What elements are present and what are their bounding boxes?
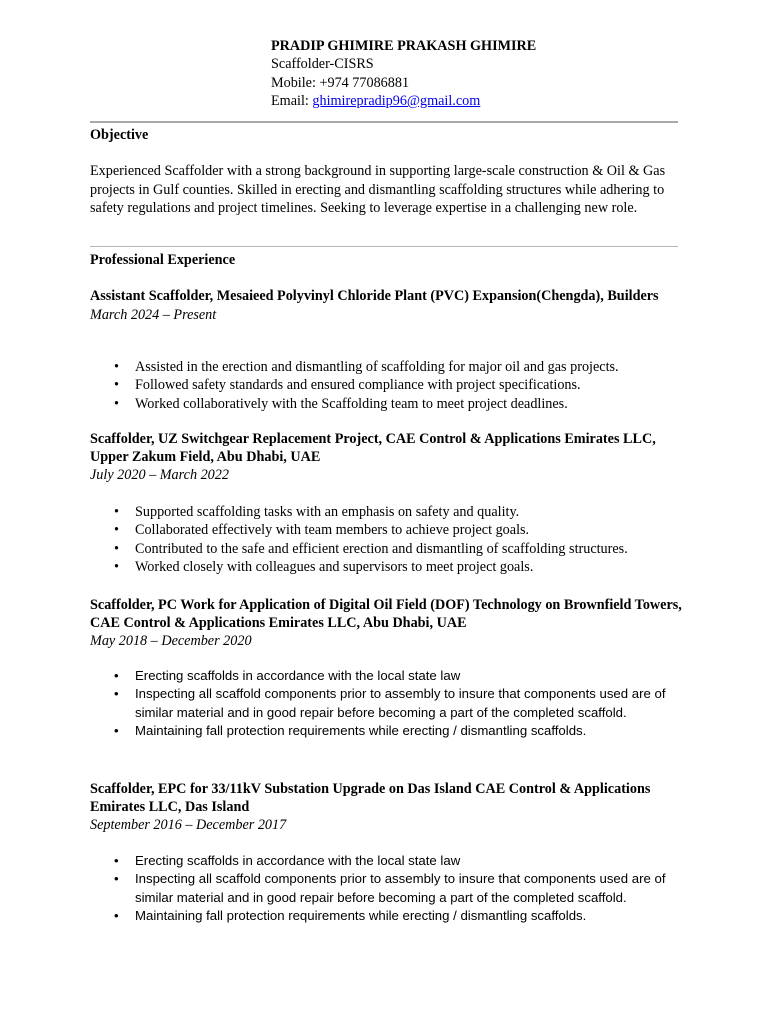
objective-divider	[90, 246, 678, 247]
email-line	[271, 92, 536, 110]
job-dates: September 2016 – December 2017	[90, 817, 287, 834]
job-dates: July 2020 – March 2022	[90, 467, 229, 484]
email-link[interactable]: ghimirepradip96@gmail.com	[312, 93, 481, 110]
job-title: Scaffolder, UZ Switchgear Replacement Project, CAE Control & Applications Emirates LLC, Upper Zakum Field, Abu Dhabi, UAE	[90, 431, 656, 465]
objective-text: Experienced Scaffolder with a strong background in supporting large-scale construction & Oil & Gas projects in Gulf counties. Skilled in erecting and dismantling scaffolding structures while adhering to safety regulations and project timelines. Seeking to leverage expertise in a challenging new role.	[90, 163, 666, 217]
job-dates: March 2024 – Present	[90, 306, 217, 323]
bullet-item: • Erecting scaffolds in accordance with the local state law	[112, 852, 672, 870]
experience-heading: Professional Experience	[90, 252, 236, 268]
bullet-item: • Maintaining fall protection requirements while erecting / dismantling scaffolds.	[112, 907, 672, 925]
job-bullets	[112, 503, 672, 577]
contact-header	[271, 37, 536, 111]
bullet-item: • Maintaining fall protection requirements while erecting / dismantling scaffolds.	[112, 722, 672, 740]
email-label: Email:	[271, 93, 313, 110]
job-title: Scaffolder, EPC for 33/11kV Substation Upgrade on Das Island CAE Control & Applications Emirates LLC, Das Island	[90, 781, 651, 815]
job-entry	[90, 597, 690, 650]
job-bullets	[112, 667, 672, 741]
job-title: Assistant Scaffolder, Mesaieed Polyvinyl Chloride Plant (PVC) Expansion(Chengda), Builders	[90, 288, 659, 304]
job-bullets	[112, 852, 672, 926]
bullet-item: • Followed safety standards and ensured compliance with project specifications.	[112, 376, 672, 394]
bullet-item: • Worked closely with colleagues and supervisors to meet project goals.	[112, 558, 672, 576]
bullet-item: • Erecting scaffolds in accordance with the local state law	[112, 667, 672, 685]
bullet-item: • Inspecting all scaffold components prior to assembly to insure that components used are of similar material and in good repair before becoming a part of the completed scaffold.	[112, 685, 672, 722]
header-divider	[90, 121, 678, 123]
bullet-item: • Worked collaboratively with the Scaffolding team to meet project deadlines.	[112, 395, 672, 413]
candidate-name: PRADIP GHIMIRE PRAKASH GHIMIRE	[271, 38, 537, 54]
job-entry	[90, 431, 690, 484]
job-entry	[90, 781, 690, 834]
job-entry	[90, 288, 690, 324]
job-title: Scaffolder, PC Work for Application of Digital Oil Field (DOF) Technology on Brownfield Towers, CAE Control & Applications Emirates LLC, Abu Dhabi, UAE	[90, 597, 682, 631]
bullet-item: • Contributed to the safe and efficient erection and dismantling of scaffolding structures.	[112, 540, 672, 558]
job-bullets	[112, 358, 672, 413]
bullet-item: • Assisted in the erection and dismantling of scaffolding for major oil and gas projects.	[112, 358, 672, 376]
bullet-item: • Collaborated effectively with team members to achieve project goals.	[112, 521, 672, 539]
objective-heading: Objective	[90, 127, 149, 143]
bullet-item: • Supported scaffolding tasks with an emphasis on safety and quality.	[112, 503, 672, 521]
bullet-item: • Inspecting all scaffold components prior to assembly to insure that components used are of similar material and in good repair before becoming a part of the completed scaffold.	[112, 870, 672, 907]
mobile-line: Mobile: +974 77086881	[271, 74, 410, 91]
candidate-role: Scaffolder-CISRS	[271, 56, 374, 73]
job-dates: May 2018 – December 2020	[90, 633, 252, 650]
